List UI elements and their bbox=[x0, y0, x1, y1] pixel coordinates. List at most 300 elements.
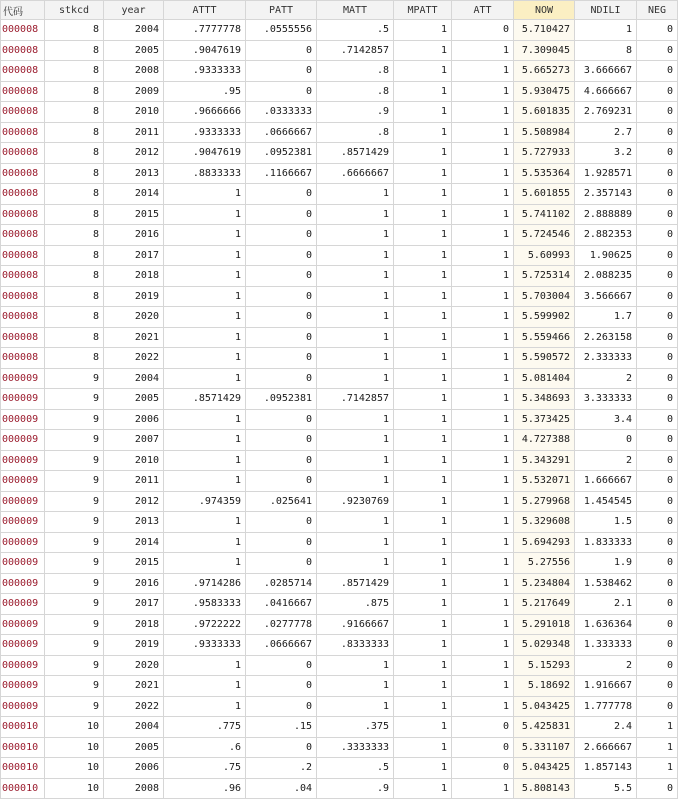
table-row[interactable] bbox=[1, 696, 678, 717]
cell-neg[interactable]: 0 bbox=[637, 430, 678, 451]
cell-ndili[interactable]: 1.777778 bbox=[575, 696, 637, 717]
cell-attt[interactable]: 1 bbox=[164, 655, 246, 676]
cell-year[interactable]: 2006 bbox=[104, 758, 164, 779]
cell-att[interactable]: 1 bbox=[452, 245, 514, 266]
cell-stkcd[interactable]: 9 bbox=[45, 614, 104, 635]
cell-matt[interactable]: 1 bbox=[317, 430, 394, 451]
cell-stkcd[interactable]: 10 bbox=[45, 717, 104, 738]
cell-matt[interactable]: 1 bbox=[317, 471, 394, 492]
table-row[interactable] bbox=[1, 778, 678, 799]
cell-neg[interactable]: 0 bbox=[637, 635, 678, 656]
cell-mpatt[interactable]: 1 bbox=[394, 204, 452, 225]
cell-mpatt[interactable]: 1 bbox=[394, 307, 452, 328]
cell-mpatt[interactable]: 1 bbox=[394, 696, 452, 717]
table-row[interactable] bbox=[1, 553, 678, 574]
cell-now[interactable]: 5.217649 bbox=[514, 594, 575, 615]
table-row[interactable] bbox=[1, 225, 678, 246]
cell-year[interactable]: 2004 bbox=[104, 20, 164, 41]
cell-att[interactable]: 1 bbox=[452, 676, 514, 697]
cell-mpatt[interactable]: 1 bbox=[394, 512, 452, 533]
cell-attt[interactable]: 1 bbox=[164, 184, 246, 205]
cell-year[interactable]: 2015 bbox=[104, 553, 164, 574]
cell-att[interactable]: 1 bbox=[452, 635, 514, 656]
cell-code[interactable]: 000009 bbox=[1, 594, 45, 615]
cell-patt[interactable]: .04 bbox=[246, 778, 317, 799]
cell-attt[interactable]: 1 bbox=[164, 204, 246, 225]
cell-att[interactable]: 1 bbox=[452, 81, 514, 102]
cell-code[interactable]: 000008 bbox=[1, 163, 45, 184]
cell-now[interactable]: 5.291018 bbox=[514, 614, 575, 635]
cell-code[interactable]: 000008 bbox=[1, 327, 45, 348]
cell-ndili[interactable]: 2.888889 bbox=[575, 204, 637, 225]
cell-neg[interactable]: 0 bbox=[637, 532, 678, 553]
cell-code[interactable]: 000008 bbox=[1, 102, 45, 123]
cell-mpatt[interactable]: 1 bbox=[394, 614, 452, 635]
cell-mpatt[interactable]: 1 bbox=[394, 573, 452, 594]
cell-code[interactable]: 000008 bbox=[1, 81, 45, 102]
cell-year[interactable]: 2017 bbox=[104, 245, 164, 266]
cell-matt[interactable]: .9 bbox=[317, 778, 394, 799]
cell-attt[interactable]: 1 bbox=[164, 512, 246, 533]
cell-matt[interactable]: 1 bbox=[317, 348, 394, 369]
cell-now[interactable]: 5.599902 bbox=[514, 307, 575, 328]
table-row[interactable] bbox=[1, 204, 678, 225]
cell-stkcd[interactable]: 8 bbox=[45, 81, 104, 102]
cell-now[interactable]: 5.043425 bbox=[514, 758, 575, 779]
cell-neg[interactable]: 0 bbox=[637, 184, 678, 205]
cell-att[interactable]: 1 bbox=[452, 266, 514, 287]
cell-patt[interactable]: .15 bbox=[246, 717, 317, 738]
cell-ndili[interactable]: 1.928571 bbox=[575, 163, 637, 184]
cell-now[interactable]: 5.590572 bbox=[514, 348, 575, 369]
cell-matt[interactable]: .875 bbox=[317, 594, 394, 615]
cell-stkcd[interactable]: 9 bbox=[45, 471, 104, 492]
table-row[interactable] bbox=[1, 348, 678, 369]
cell-stkcd[interactable]: 8 bbox=[45, 122, 104, 143]
cell-att[interactable]: 1 bbox=[452, 614, 514, 635]
table-row[interactable] bbox=[1, 614, 678, 635]
cell-matt[interactable]: .5 bbox=[317, 758, 394, 779]
cell-patt[interactable]: .2 bbox=[246, 758, 317, 779]
cell-code[interactable]: 000009 bbox=[1, 491, 45, 512]
table-row[interactable] bbox=[1, 655, 678, 676]
cell-code[interactable]: 000010 bbox=[1, 717, 45, 738]
cell-neg[interactable]: 0 bbox=[637, 389, 678, 410]
cell-ndili[interactable]: 1.833333 bbox=[575, 532, 637, 553]
cell-neg[interactable]: 0 bbox=[637, 471, 678, 492]
cell-att[interactable]: 1 bbox=[452, 696, 514, 717]
cell-neg[interactable]: 1 bbox=[637, 758, 678, 779]
cell-patt[interactable]: 0 bbox=[246, 532, 317, 553]
cell-mpatt[interactable]: 1 bbox=[394, 163, 452, 184]
cell-ndili[interactable]: 2 bbox=[575, 368, 637, 389]
cell-neg[interactable]: 0 bbox=[637, 122, 678, 143]
cell-neg[interactable]: 0 bbox=[637, 143, 678, 164]
cell-patt[interactable]: 0 bbox=[246, 40, 317, 61]
cell-attt[interactable]: .96 bbox=[164, 778, 246, 799]
cell-year[interactable]: 2018 bbox=[104, 614, 164, 635]
cell-matt[interactable]: 1 bbox=[317, 409, 394, 430]
cell-matt[interactable]: .9166667 bbox=[317, 614, 394, 635]
cell-patt[interactable]: 0 bbox=[246, 430, 317, 451]
cell-stkcd[interactable]: 9 bbox=[45, 635, 104, 656]
cell-mpatt[interactable]: 1 bbox=[394, 594, 452, 615]
cell-attt[interactable]: .8833333 bbox=[164, 163, 246, 184]
cell-matt[interactable]: 1 bbox=[317, 204, 394, 225]
table-row[interactable] bbox=[1, 286, 678, 307]
cell-attt[interactable]: 1 bbox=[164, 286, 246, 307]
cell-now[interactable]: 5.725314 bbox=[514, 266, 575, 287]
column-header-att[interactable]: ATT bbox=[452, 1, 514, 20]
cell-attt[interactable]: .7777778 bbox=[164, 20, 246, 41]
column-header-mpatt[interactable]: MPATT bbox=[394, 1, 452, 20]
cell-neg[interactable]: 0 bbox=[637, 573, 678, 594]
table-row[interactable] bbox=[1, 245, 678, 266]
cell-code[interactable]: 000009 bbox=[1, 389, 45, 410]
cell-code[interactable]: 000009 bbox=[1, 368, 45, 389]
cell-neg[interactable]: 0 bbox=[637, 327, 678, 348]
cell-neg[interactable]: 0 bbox=[637, 594, 678, 615]
cell-mpatt[interactable]: 1 bbox=[394, 409, 452, 430]
cell-att[interactable]: 1 bbox=[452, 512, 514, 533]
cell-patt[interactable]: .025641 bbox=[246, 491, 317, 512]
table-row[interactable] bbox=[1, 266, 678, 287]
cell-stkcd[interactable]: 8 bbox=[45, 286, 104, 307]
cell-year[interactable]: 2021 bbox=[104, 327, 164, 348]
cell-year[interactable]: 2018 bbox=[104, 266, 164, 287]
cell-att[interactable]: 1 bbox=[452, 184, 514, 205]
cell-year[interactable]: 2005 bbox=[104, 40, 164, 61]
cell-mpatt[interactable]: 1 bbox=[394, 389, 452, 410]
cell-attt[interactable]: .9047619 bbox=[164, 143, 246, 164]
cell-att[interactable]: 0 bbox=[452, 20, 514, 41]
cell-ndili[interactable]: 3.333333 bbox=[575, 389, 637, 410]
cell-neg[interactable]: 0 bbox=[637, 696, 678, 717]
cell-code[interactable]: 000008 bbox=[1, 286, 45, 307]
cell-attt[interactable]: .775 bbox=[164, 717, 246, 738]
cell-patt[interactable]: 0 bbox=[246, 225, 317, 246]
cell-stkcd[interactable]: 8 bbox=[45, 245, 104, 266]
cell-year[interactable]: 2020 bbox=[104, 307, 164, 328]
cell-ndili[interactable]: 2.333333 bbox=[575, 348, 637, 369]
cell-matt[interactable]: .8 bbox=[317, 122, 394, 143]
cell-matt[interactable]: .8571429 bbox=[317, 573, 394, 594]
cell-matt[interactable]: .9230769 bbox=[317, 491, 394, 512]
cell-matt[interactable]: .7142857 bbox=[317, 389, 394, 410]
cell-attt[interactable]: 1 bbox=[164, 553, 246, 574]
cell-code[interactable]: 000008 bbox=[1, 307, 45, 328]
cell-mpatt[interactable]: 1 bbox=[394, 245, 452, 266]
cell-att[interactable]: 1 bbox=[452, 163, 514, 184]
cell-ndili[interactable]: 1.666667 bbox=[575, 471, 637, 492]
cell-year[interactable]: 2014 bbox=[104, 184, 164, 205]
cell-stkcd[interactable]: 8 bbox=[45, 307, 104, 328]
cell-patt[interactable]: 0 bbox=[246, 696, 317, 717]
cell-code[interactable]: 000010 bbox=[1, 778, 45, 799]
cell-now[interactable]: 5.081404 bbox=[514, 368, 575, 389]
cell-patt[interactable]: .0285714 bbox=[246, 573, 317, 594]
cell-ndili[interactable]: 2.882353 bbox=[575, 225, 637, 246]
cell-mpatt[interactable]: 1 bbox=[394, 737, 452, 758]
cell-code[interactable]: 000008 bbox=[1, 40, 45, 61]
cell-neg[interactable]: 0 bbox=[637, 512, 678, 533]
cell-now[interactable]: 5.029348 bbox=[514, 635, 575, 656]
cell-attt[interactable]: .9722222 bbox=[164, 614, 246, 635]
cell-neg[interactable]: 0 bbox=[637, 286, 678, 307]
cell-ndili[interactable]: 1.90625 bbox=[575, 245, 637, 266]
cell-mpatt[interactable]: 1 bbox=[394, 143, 452, 164]
cell-stkcd[interactable]: 8 bbox=[45, 266, 104, 287]
cell-att[interactable]: 1 bbox=[452, 40, 514, 61]
table-row[interactable] bbox=[1, 594, 678, 615]
cell-mpatt[interactable]: 1 bbox=[394, 102, 452, 123]
cell-neg[interactable]: 0 bbox=[637, 614, 678, 635]
cell-patt[interactable]: 0 bbox=[246, 245, 317, 266]
cell-patt[interactable]: .0277778 bbox=[246, 614, 317, 635]
cell-ndili[interactable]: 0 bbox=[575, 430, 637, 451]
cell-mpatt[interactable]: 1 bbox=[394, 491, 452, 512]
cell-code[interactable]: 000009 bbox=[1, 430, 45, 451]
cell-matt[interactable]: 1 bbox=[317, 696, 394, 717]
cell-matt[interactable]: 1 bbox=[317, 368, 394, 389]
cell-patt[interactable]: .0952381 bbox=[246, 389, 317, 410]
cell-mpatt[interactable]: 1 bbox=[394, 717, 452, 738]
cell-now[interactable]: 5.15293 bbox=[514, 655, 575, 676]
cell-ndili[interactable]: 2 bbox=[575, 655, 637, 676]
cell-year[interactable]: 2017 bbox=[104, 594, 164, 615]
cell-att[interactable]: 1 bbox=[452, 389, 514, 410]
cell-now[interactable]: 5.043425 bbox=[514, 696, 575, 717]
cell-patt[interactable]: .0952381 bbox=[246, 143, 317, 164]
cell-stkcd[interactable]: 9 bbox=[45, 696, 104, 717]
cell-att[interactable]: 1 bbox=[452, 573, 514, 594]
cell-matt[interactable]: .8 bbox=[317, 81, 394, 102]
cell-code[interactable]: 000008 bbox=[1, 245, 45, 266]
cell-now[interactable]: 5.601855 bbox=[514, 184, 575, 205]
cell-matt[interactable]: 1 bbox=[317, 286, 394, 307]
cell-ndili[interactable]: 3.4 bbox=[575, 409, 637, 430]
cell-matt[interactable]: 1 bbox=[317, 512, 394, 533]
cell-year[interactable]: 2019 bbox=[104, 286, 164, 307]
cell-year[interactable]: 2006 bbox=[104, 409, 164, 430]
cell-att[interactable]: 1 bbox=[452, 61, 514, 82]
cell-att[interactable]: 1 bbox=[452, 327, 514, 348]
cell-mpatt[interactable]: 1 bbox=[394, 676, 452, 697]
table-row[interactable] bbox=[1, 635, 678, 656]
column-header-attt[interactable]: ATTT bbox=[164, 1, 246, 20]
cell-ndili[interactable]: 5.5 bbox=[575, 778, 637, 799]
cell-now[interactable]: 5.724546 bbox=[514, 225, 575, 246]
cell-ndili[interactable]: 2.7 bbox=[575, 122, 637, 143]
cell-att[interactable]: 1 bbox=[452, 594, 514, 615]
cell-attt[interactable]: .9047619 bbox=[164, 40, 246, 61]
cell-matt[interactable]: 1 bbox=[317, 184, 394, 205]
cell-mpatt[interactable]: 1 bbox=[394, 368, 452, 389]
cell-matt[interactable]: .8 bbox=[317, 61, 394, 82]
cell-neg[interactable]: 0 bbox=[637, 102, 678, 123]
cell-year[interactable]: 2022 bbox=[104, 348, 164, 369]
cell-stkcd[interactable]: 10 bbox=[45, 758, 104, 779]
cell-mpatt[interactable]: 1 bbox=[394, 655, 452, 676]
cell-att[interactable]: 1 bbox=[452, 307, 514, 328]
cell-patt[interactable]: .0333333 bbox=[246, 102, 317, 123]
cell-neg[interactable]: 0 bbox=[637, 553, 678, 574]
table-row[interactable] bbox=[1, 737, 678, 758]
cell-att[interactable]: 1 bbox=[452, 122, 514, 143]
cell-year[interactable]: 2004 bbox=[104, 368, 164, 389]
table-row[interactable] bbox=[1, 143, 678, 164]
table-row[interactable] bbox=[1, 717, 678, 738]
cell-stkcd[interactable]: 10 bbox=[45, 778, 104, 799]
cell-ndili[interactable]: 1.538462 bbox=[575, 573, 637, 594]
cell-neg[interactable]: 0 bbox=[637, 266, 678, 287]
table-row[interactable] bbox=[1, 327, 678, 348]
cell-attt[interactable]: 1 bbox=[164, 532, 246, 553]
cell-year[interactable]: 2015 bbox=[104, 204, 164, 225]
column-header-patt[interactable]: PATT bbox=[246, 1, 317, 20]
cell-mpatt[interactable]: 1 bbox=[394, 81, 452, 102]
cell-now[interactable]: 5.559466 bbox=[514, 327, 575, 348]
cell-attt[interactable]: 1 bbox=[164, 348, 246, 369]
cell-ndili[interactable]: 3.566667 bbox=[575, 286, 637, 307]
cell-now[interactable]: 5.18692 bbox=[514, 676, 575, 697]
cell-stkcd[interactable]: 9 bbox=[45, 491, 104, 512]
cell-now[interactable]: 5.27556 bbox=[514, 553, 575, 574]
table-row[interactable] bbox=[1, 491, 678, 512]
cell-patt[interactable]: 0 bbox=[246, 655, 317, 676]
table-row[interactable] bbox=[1, 307, 678, 328]
cell-stkcd[interactable]: 8 bbox=[45, 61, 104, 82]
cell-neg[interactable]: 0 bbox=[637, 20, 678, 41]
cell-attt[interactable]: 1 bbox=[164, 409, 246, 430]
cell-attt[interactable]: 1 bbox=[164, 450, 246, 471]
cell-att[interactable]: 0 bbox=[452, 737, 514, 758]
cell-now[interactable]: 5.373425 bbox=[514, 409, 575, 430]
cell-mpatt[interactable]: 1 bbox=[394, 553, 452, 574]
cell-mpatt[interactable]: 1 bbox=[394, 286, 452, 307]
cell-attt[interactable]: .9333333 bbox=[164, 61, 246, 82]
cell-ndili[interactable]: 1 bbox=[575, 20, 637, 41]
table-row[interactable] bbox=[1, 676, 678, 697]
cell-code[interactable]: 000008 bbox=[1, 122, 45, 143]
cell-stkcd[interactable]: 8 bbox=[45, 204, 104, 225]
cell-attt[interactable]: .6 bbox=[164, 737, 246, 758]
cell-patt[interactable]: 0 bbox=[246, 327, 317, 348]
table-row[interactable] bbox=[1, 471, 678, 492]
cell-attt[interactable]: 1 bbox=[164, 245, 246, 266]
cell-ndili[interactable]: 2.4 bbox=[575, 717, 637, 738]
cell-now[interactable]: 5.727933 bbox=[514, 143, 575, 164]
cell-year[interactable]: 2013 bbox=[104, 163, 164, 184]
cell-year[interactable]: 2010 bbox=[104, 102, 164, 123]
cell-mpatt[interactable]: 1 bbox=[394, 225, 452, 246]
cell-mpatt[interactable]: 1 bbox=[394, 122, 452, 143]
cell-now[interactable]: 5.329608 bbox=[514, 512, 575, 533]
cell-attt[interactable]: 1 bbox=[164, 676, 246, 697]
table-row[interactable] bbox=[1, 758, 678, 779]
cell-year[interactable]: 2004 bbox=[104, 717, 164, 738]
cell-neg[interactable]: 0 bbox=[637, 40, 678, 61]
cell-mpatt[interactable]: 1 bbox=[394, 266, 452, 287]
cell-stkcd[interactable]: 9 bbox=[45, 409, 104, 430]
cell-matt[interactable]: .3333333 bbox=[317, 737, 394, 758]
cell-att[interactable]: 1 bbox=[452, 409, 514, 430]
cell-att[interactable]: 1 bbox=[452, 225, 514, 246]
cell-now[interactable]: 5.601835 bbox=[514, 102, 575, 123]
cell-now[interactable]: 5.60993 bbox=[514, 245, 575, 266]
cell-ndili[interactable]: 2.088235 bbox=[575, 266, 637, 287]
cell-att[interactable]: 1 bbox=[452, 102, 514, 123]
cell-stkcd[interactable]: 9 bbox=[45, 532, 104, 553]
cell-neg[interactable]: 0 bbox=[637, 204, 678, 225]
cell-attt[interactable]: .9333333 bbox=[164, 122, 246, 143]
cell-ndili[interactable]: 1.7 bbox=[575, 307, 637, 328]
cell-code[interactable]: 000008 bbox=[1, 184, 45, 205]
cell-ndili[interactable]: 1.636364 bbox=[575, 614, 637, 635]
cell-stkcd[interactable]: 9 bbox=[45, 573, 104, 594]
cell-code[interactable]: 000008 bbox=[1, 225, 45, 246]
cell-ndili[interactable]: 1.5 bbox=[575, 512, 637, 533]
cell-neg[interactable]: 0 bbox=[637, 81, 678, 102]
table-row[interactable] bbox=[1, 102, 678, 123]
cell-ndili[interactable]: 8 bbox=[575, 40, 637, 61]
cell-mpatt[interactable]: 1 bbox=[394, 348, 452, 369]
table-row[interactable] bbox=[1, 40, 678, 61]
cell-neg[interactable]: 0 bbox=[637, 655, 678, 676]
cell-neg[interactable]: 0 bbox=[637, 676, 678, 697]
cell-patt[interactable]: 0 bbox=[246, 450, 317, 471]
cell-stkcd[interactable]: 9 bbox=[45, 594, 104, 615]
cell-attt[interactable]: 1 bbox=[164, 307, 246, 328]
cell-mpatt[interactable]: 1 bbox=[394, 40, 452, 61]
cell-matt[interactable]: .9 bbox=[317, 102, 394, 123]
cell-now[interactable]: 5.930475 bbox=[514, 81, 575, 102]
cell-patt[interactable]: .0666667 bbox=[246, 122, 317, 143]
cell-year[interactable]: 2021 bbox=[104, 676, 164, 697]
cell-neg[interactable]: 0 bbox=[637, 368, 678, 389]
cell-year[interactable]: 2014 bbox=[104, 532, 164, 553]
cell-ndili[interactable]: 1.333333 bbox=[575, 635, 637, 656]
cell-neg[interactable]: 0 bbox=[637, 491, 678, 512]
cell-code[interactable]: 000009 bbox=[1, 471, 45, 492]
cell-matt[interactable]: .8333333 bbox=[317, 635, 394, 656]
cell-ndili[interactable]: 1.9 bbox=[575, 553, 637, 574]
cell-att[interactable]: 1 bbox=[452, 450, 514, 471]
cell-now[interactable]: 5.808143 bbox=[514, 778, 575, 799]
cell-year[interactable]: 2016 bbox=[104, 225, 164, 246]
table-row[interactable] bbox=[1, 81, 678, 102]
cell-year[interactable]: 2022 bbox=[104, 696, 164, 717]
cell-neg[interactable]: 1 bbox=[637, 717, 678, 738]
table-row[interactable] bbox=[1, 184, 678, 205]
cell-neg[interactable]: 0 bbox=[637, 348, 678, 369]
cell-stkcd[interactable]: 9 bbox=[45, 553, 104, 574]
cell-patt[interactable]: 0 bbox=[246, 266, 317, 287]
cell-now[interactable]: 5.279968 bbox=[514, 491, 575, 512]
cell-mpatt[interactable]: 1 bbox=[394, 327, 452, 348]
cell-patt[interactable]: 0 bbox=[246, 348, 317, 369]
cell-stkcd[interactable]: 9 bbox=[45, 430, 104, 451]
cell-mpatt[interactable]: 1 bbox=[394, 778, 452, 799]
cell-att[interactable]: 1 bbox=[452, 143, 514, 164]
cell-patt[interactable]: 0 bbox=[246, 286, 317, 307]
cell-patt[interactable]: 0 bbox=[246, 307, 317, 328]
cell-attt[interactable]: .95 bbox=[164, 81, 246, 102]
cell-code[interactable]: 000008 bbox=[1, 61, 45, 82]
cell-year[interactable]: 2019 bbox=[104, 635, 164, 656]
cell-matt[interactable]: 1 bbox=[317, 327, 394, 348]
cell-mpatt[interactable]: 1 bbox=[394, 430, 452, 451]
